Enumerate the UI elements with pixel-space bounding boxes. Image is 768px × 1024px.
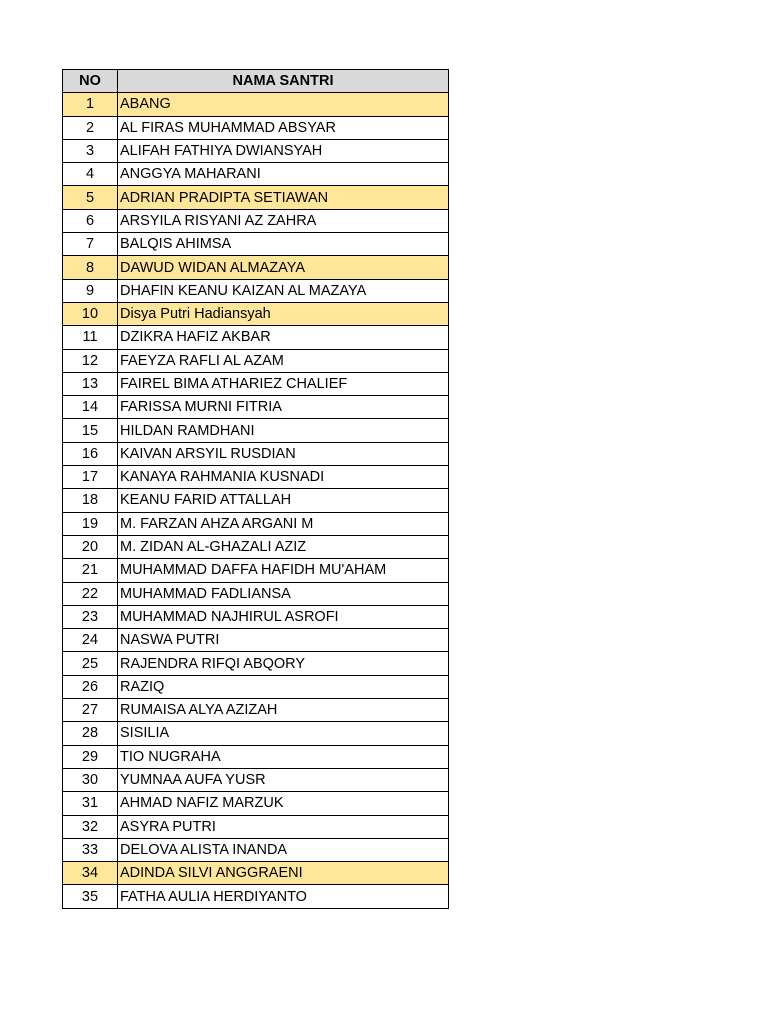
table-row (63, 675, 449, 698)
row-number-cell: 2 (63, 116, 118, 139)
row-number-cell: 3 (63, 139, 118, 162)
row-number-cell: 18 (63, 489, 118, 512)
row-number-cell: 21 (63, 559, 118, 582)
santri-name-cell: M. FARZAN AHZA ARGANI M (118, 512, 449, 535)
santri-table (62, 69, 449, 909)
table-row (63, 139, 449, 162)
table-row (63, 699, 449, 722)
santri-name-cell: AHMAD NAFIZ MARZUK (118, 792, 449, 815)
santri-name-cell: FATHA AULIA HERDIYANTO (118, 885, 449, 908)
table-row (63, 838, 449, 861)
row-number-cell: 28 (63, 722, 118, 745)
table-row (63, 116, 449, 139)
row-number-cell: 1 (63, 93, 118, 116)
row-number-cell: 15 (63, 419, 118, 442)
santri-name-cell: HILDAN RAMDHANI (118, 419, 449, 442)
santri-name-cell: MUHAMMAD FADLIANSA (118, 582, 449, 605)
santri-name-cell: ADRIAN PRADIPTA SETIAWAN (118, 186, 449, 209)
santri-name-cell: M. ZIDAN AL-GHAZALI AZIZ (118, 535, 449, 558)
row-number-cell: 27 (63, 699, 118, 722)
row-number-cell: 19 (63, 512, 118, 535)
row-number-cell: 26 (63, 675, 118, 698)
row-number-cell: 10 (63, 302, 118, 325)
santri-name-cell: DAWUD WIDAN ALMAZAYA (118, 256, 449, 279)
santri-name-cell: ALIFAH FATHIYA DWIANSYAH (118, 139, 449, 162)
table-row (63, 466, 449, 489)
row-number-cell: 12 (63, 349, 118, 372)
row-number-cell: 8 (63, 256, 118, 279)
column-header-no: NO (63, 70, 118, 93)
table-row (63, 652, 449, 675)
table-row (63, 605, 449, 628)
santri-name-cell: KANAYA RAHMANIA KUSNADI (118, 466, 449, 489)
santri-name-cell: FARISSA MURNI FITRIA (118, 396, 449, 419)
santri-name-cell: RAJENDRA RIFQI ABQORY (118, 652, 449, 675)
row-number-cell: 20 (63, 535, 118, 558)
row-number-cell: 7 (63, 233, 118, 256)
santri-name-cell: SISILIA (118, 722, 449, 745)
table-row (63, 489, 449, 512)
row-number-cell: 13 (63, 372, 118, 395)
table-header-row (63, 70, 449, 93)
row-number-cell: 33 (63, 838, 118, 861)
table-row (63, 512, 449, 535)
table-row (63, 582, 449, 605)
table-row (63, 862, 449, 885)
santri-name-cell: MUHAMMAD DAFFA HAFIDH MU'AHAM (118, 559, 449, 582)
santri-name-cell: DZIKRA HAFIZ AKBAR (118, 326, 449, 349)
row-number-cell: 16 (63, 442, 118, 465)
table-row (63, 419, 449, 442)
row-number-cell: 34 (63, 862, 118, 885)
table-row (63, 768, 449, 791)
row-number-cell: 25 (63, 652, 118, 675)
row-number-cell: 23 (63, 605, 118, 628)
santri-name-cell: RUMAISA ALYA AZIZAH (118, 699, 449, 722)
table-row (63, 372, 449, 395)
santri-name-cell: ADINDA SILVI ANGGRAENI (118, 862, 449, 885)
table-row (63, 792, 449, 815)
table-row (63, 209, 449, 232)
santri-name-cell: FAIREL BIMA ATHARIEZ CHALIEF (118, 372, 449, 395)
santri-name-cell: BALQIS AHIMSA (118, 233, 449, 256)
row-number-cell: 29 (63, 745, 118, 768)
table-row (63, 326, 449, 349)
santri-name-cell: DHAFIN KEANU KAIZAN AL MAZAYA (118, 279, 449, 302)
row-number-cell: 4 (63, 163, 118, 186)
santri-name-cell: RAZIQ (118, 675, 449, 698)
row-number-cell: 30 (63, 768, 118, 791)
row-number-cell: 5 (63, 186, 118, 209)
table-row (63, 745, 449, 768)
table-row (63, 815, 449, 838)
santri-name-cell: ABANG (118, 93, 449, 116)
table-row (63, 535, 449, 558)
santri-name-cell: NASWA PUTRI (118, 629, 449, 652)
santri-name-cell: Disya Putri Hadiansyah (118, 302, 449, 325)
table-row (63, 885, 449, 908)
santri-name-cell: MUHAMMAD NAJHIRUL ASROFI (118, 605, 449, 628)
table-row (63, 256, 449, 279)
row-number-cell: 17 (63, 466, 118, 489)
table-row (63, 279, 449, 302)
santri-name-cell: ANGGYA MAHARANI (118, 163, 449, 186)
santri-name-cell: ASYRA PUTRI (118, 815, 449, 838)
santri-name-cell: KEANU FARID ATTALLAH (118, 489, 449, 512)
table-row (63, 722, 449, 745)
table-row (63, 186, 449, 209)
row-number-cell: 14 (63, 396, 118, 419)
santri-name-cell: ARSYILA RISYANI AZ ZAHRA (118, 209, 449, 232)
santri-name-cell: DELOVA ALISTA INANDA (118, 838, 449, 861)
row-number-cell: 11 (63, 326, 118, 349)
table-row (63, 442, 449, 465)
santri-name-cell: YUMNAA AUFA YUSR (118, 768, 449, 791)
table-row (63, 559, 449, 582)
row-number-cell: 31 (63, 792, 118, 815)
table-row (63, 629, 449, 652)
table-body (63, 93, 449, 908)
santri-name-cell: KAIVAN ARSYIL RUSDIAN (118, 442, 449, 465)
table-row (63, 163, 449, 186)
table-row (63, 349, 449, 372)
table-row (63, 302, 449, 325)
santri-name-cell: TIO NUGRAHA (118, 745, 449, 768)
row-number-cell: 22 (63, 582, 118, 605)
santri-name-cell: FAEYZA RAFLI AL AZAM (118, 349, 449, 372)
table-row (63, 93, 449, 116)
row-number-cell: 32 (63, 815, 118, 838)
row-number-cell: 6 (63, 209, 118, 232)
row-number-cell: 35 (63, 885, 118, 908)
column-header-name: NAMA SANTRI (118, 70, 449, 93)
row-number-cell: 24 (63, 629, 118, 652)
table-row (63, 396, 449, 419)
santri-name-cell: AL FIRAS MUHAMMAD ABSYAR (118, 116, 449, 139)
row-number-cell: 9 (63, 279, 118, 302)
table-row (63, 233, 449, 256)
